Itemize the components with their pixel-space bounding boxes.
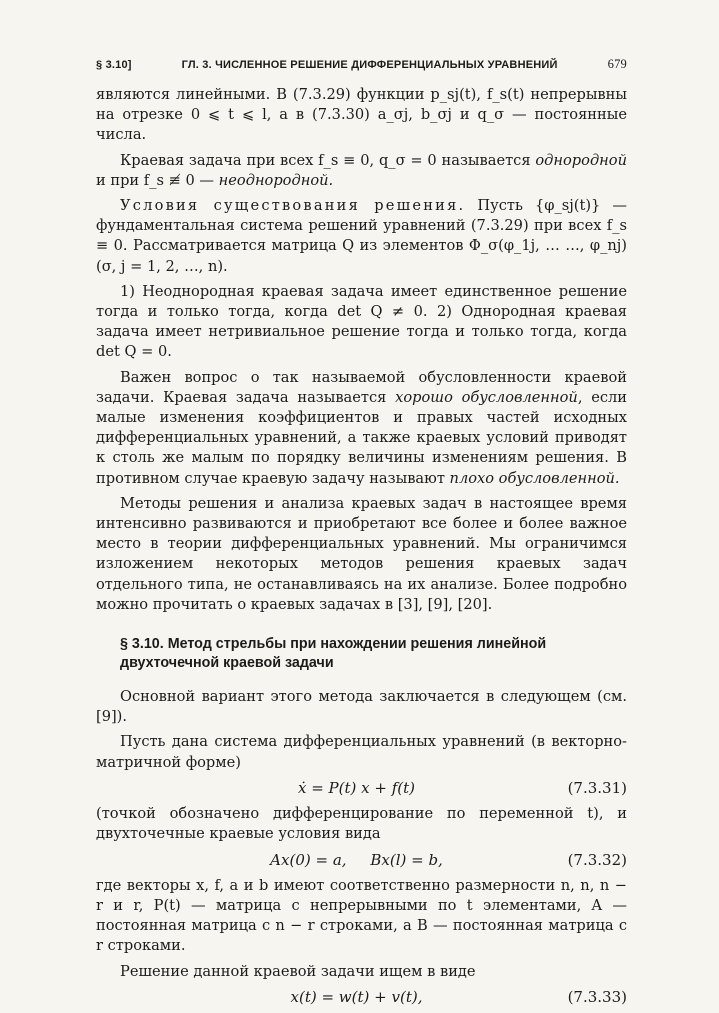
paragraph-6: Методы решения и анализа краевых задач в настоящее время интенсивно развиваются и приобретают все более и более важное место в теории дифференциальных уравнений. Мы ограничимся изложением некоторых методов решения краевых задач отдельного типа, не останавливаясь на их анализе. Более подробно можно прочитать о краевых задачах в [3], [9], [20]. xyxy=(96,494,627,613)
paragraph-1: являются линейными. В (7.3.29) функции p_sj(t), f_s(t) непрерывны на отрезке 0 ⩽ t ⩽ l, а в (7.3.30) a_σj, b_σj и q_σ — постоянные числа. xyxy=(96,86,627,144)
equation-formula: ẋ = P(t) x + f(t) xyxy=(297,778,415,797)
paragraph-9: (точкой обозначено дифференцирование по переменной t), и двухточечные краевые условия вида xyxy=(96,805,627,843)
equation-7-3-32 xyxy=(96,850,627,870)
existence-heading: Условия существования решения. xyxy=(120,197,466,215)
paragraph-3 xyxy=(96,196,627,277)
paragraph-11: Решение данной краевой задачи ищем в виде xyxy=(120,962,476,980)
paragraph-2 xyxy=(96,151,627,191)
header-title: ГЛ. 3. ЧИСЛЕННОЕ РЕШЕНИЕ ДИФФЕРЕНЦИАЛЬНЫХ УРАВНЕНИЙ xyxy=(181,59,558,71)
paragraph-4: 1) Неоднородная краевая задача имеет единственное решение тогда и только тогда, когда det Q ≠ 0. 2) Однородная краевая задача имеет нетривиальное решение тогда и только тогда, когда det Q = 0. xyxy=(96,282,627,361)
equation-7-3-31 xyxy=(96,778,627,798)
page-number: 679 xyxy=(607,57,627,71)
p2-text-a: Краевая задача при всех f_s ≡ 0, q_σ = 0 называется xyxy=(120,151,536,169)
equation-number: (7.3.32) xyxy=(567,850,627,869)
equation-formula: Ax(0) = a, Bx(l) = b, xyxy=(270,850,443,869)
equation-7-3-33 xyxy=(96,987,627,1007)
equation-formula: x(t) = w(t) + v(t), xyxy=(290,987,423,1006)
section-heading: § 3.10. Метод стрельбы при нахождении решения линейной двухточечной краевой задачи xyxy=(120,636,547,672)
p2-term-inhomogeneous: неоднородной. xyxy=(218,171,334,189)
header-section-ref: § 3.10] xyxy=(96,59,132,71)
paragraph-10: где векторы x, f, a и b имеют соответственно размерности n, n, n − r и r, P(t) — матрица с непрерывными по t элементами, A — постоянная матрица с n − r строками, а B — постоянная матрица с r строками. xyxy=(96,876,627,955)
equation-number: (7.3.31) xyxy=(567,778,627,797)
p5-text-a: Важен вопрос о так называемой обусловленности краевой задачи. Краевая задача называется xyxy=(96,368,627,406)
p5-text-c: , если малые изменения коэффициентов и правых частей исходных дифференциальных уравнений, а также краевых условий приводят к столь же малым по порядку величины изменениям решения. В противном случае краевую задачу называют xyxy=(96,388,628,487)
p2-term-homogeneous: однородной xyxy=(535,151,627,169)
p5-term-ill-conditioned: плохо обусловленной. xyxy=(449,469,620,487)
page-body xyxy=(96,85,627,1013)
paragraph-8: Пусть дана система дифференциальных уравнений (в векторно-матричной форме) xyxy=(96,733,627,771)
p2-text-c: и при f_s ≢ 0 — xyxy=(96,171,219,189)
p5-term-well-conditioned: хорошо обусловленной xyxy=(395,388,578,406)
equation-number: (7.3.33) xyxy=(567,987,627,1006)
paragraph-5 xyxy=(96,368,627,489)
p3-text: Пусть {φ_sj(t)} — фундаментальная система решений уравнений (7.3.29) при всех f_s ≡ 0. Рассматривается матрица Q из элементов Φ_σ(φ_1j, … …, φ_nj) (σ, j = 1, 2, …, n). xyxy=(96,197,627,275)
paragraph-7: Основной вариант этого метода заключается в следующем (см. [9]). xyxy=(96,688,627,726)
running-header xyxy=(96,57,627,72)
